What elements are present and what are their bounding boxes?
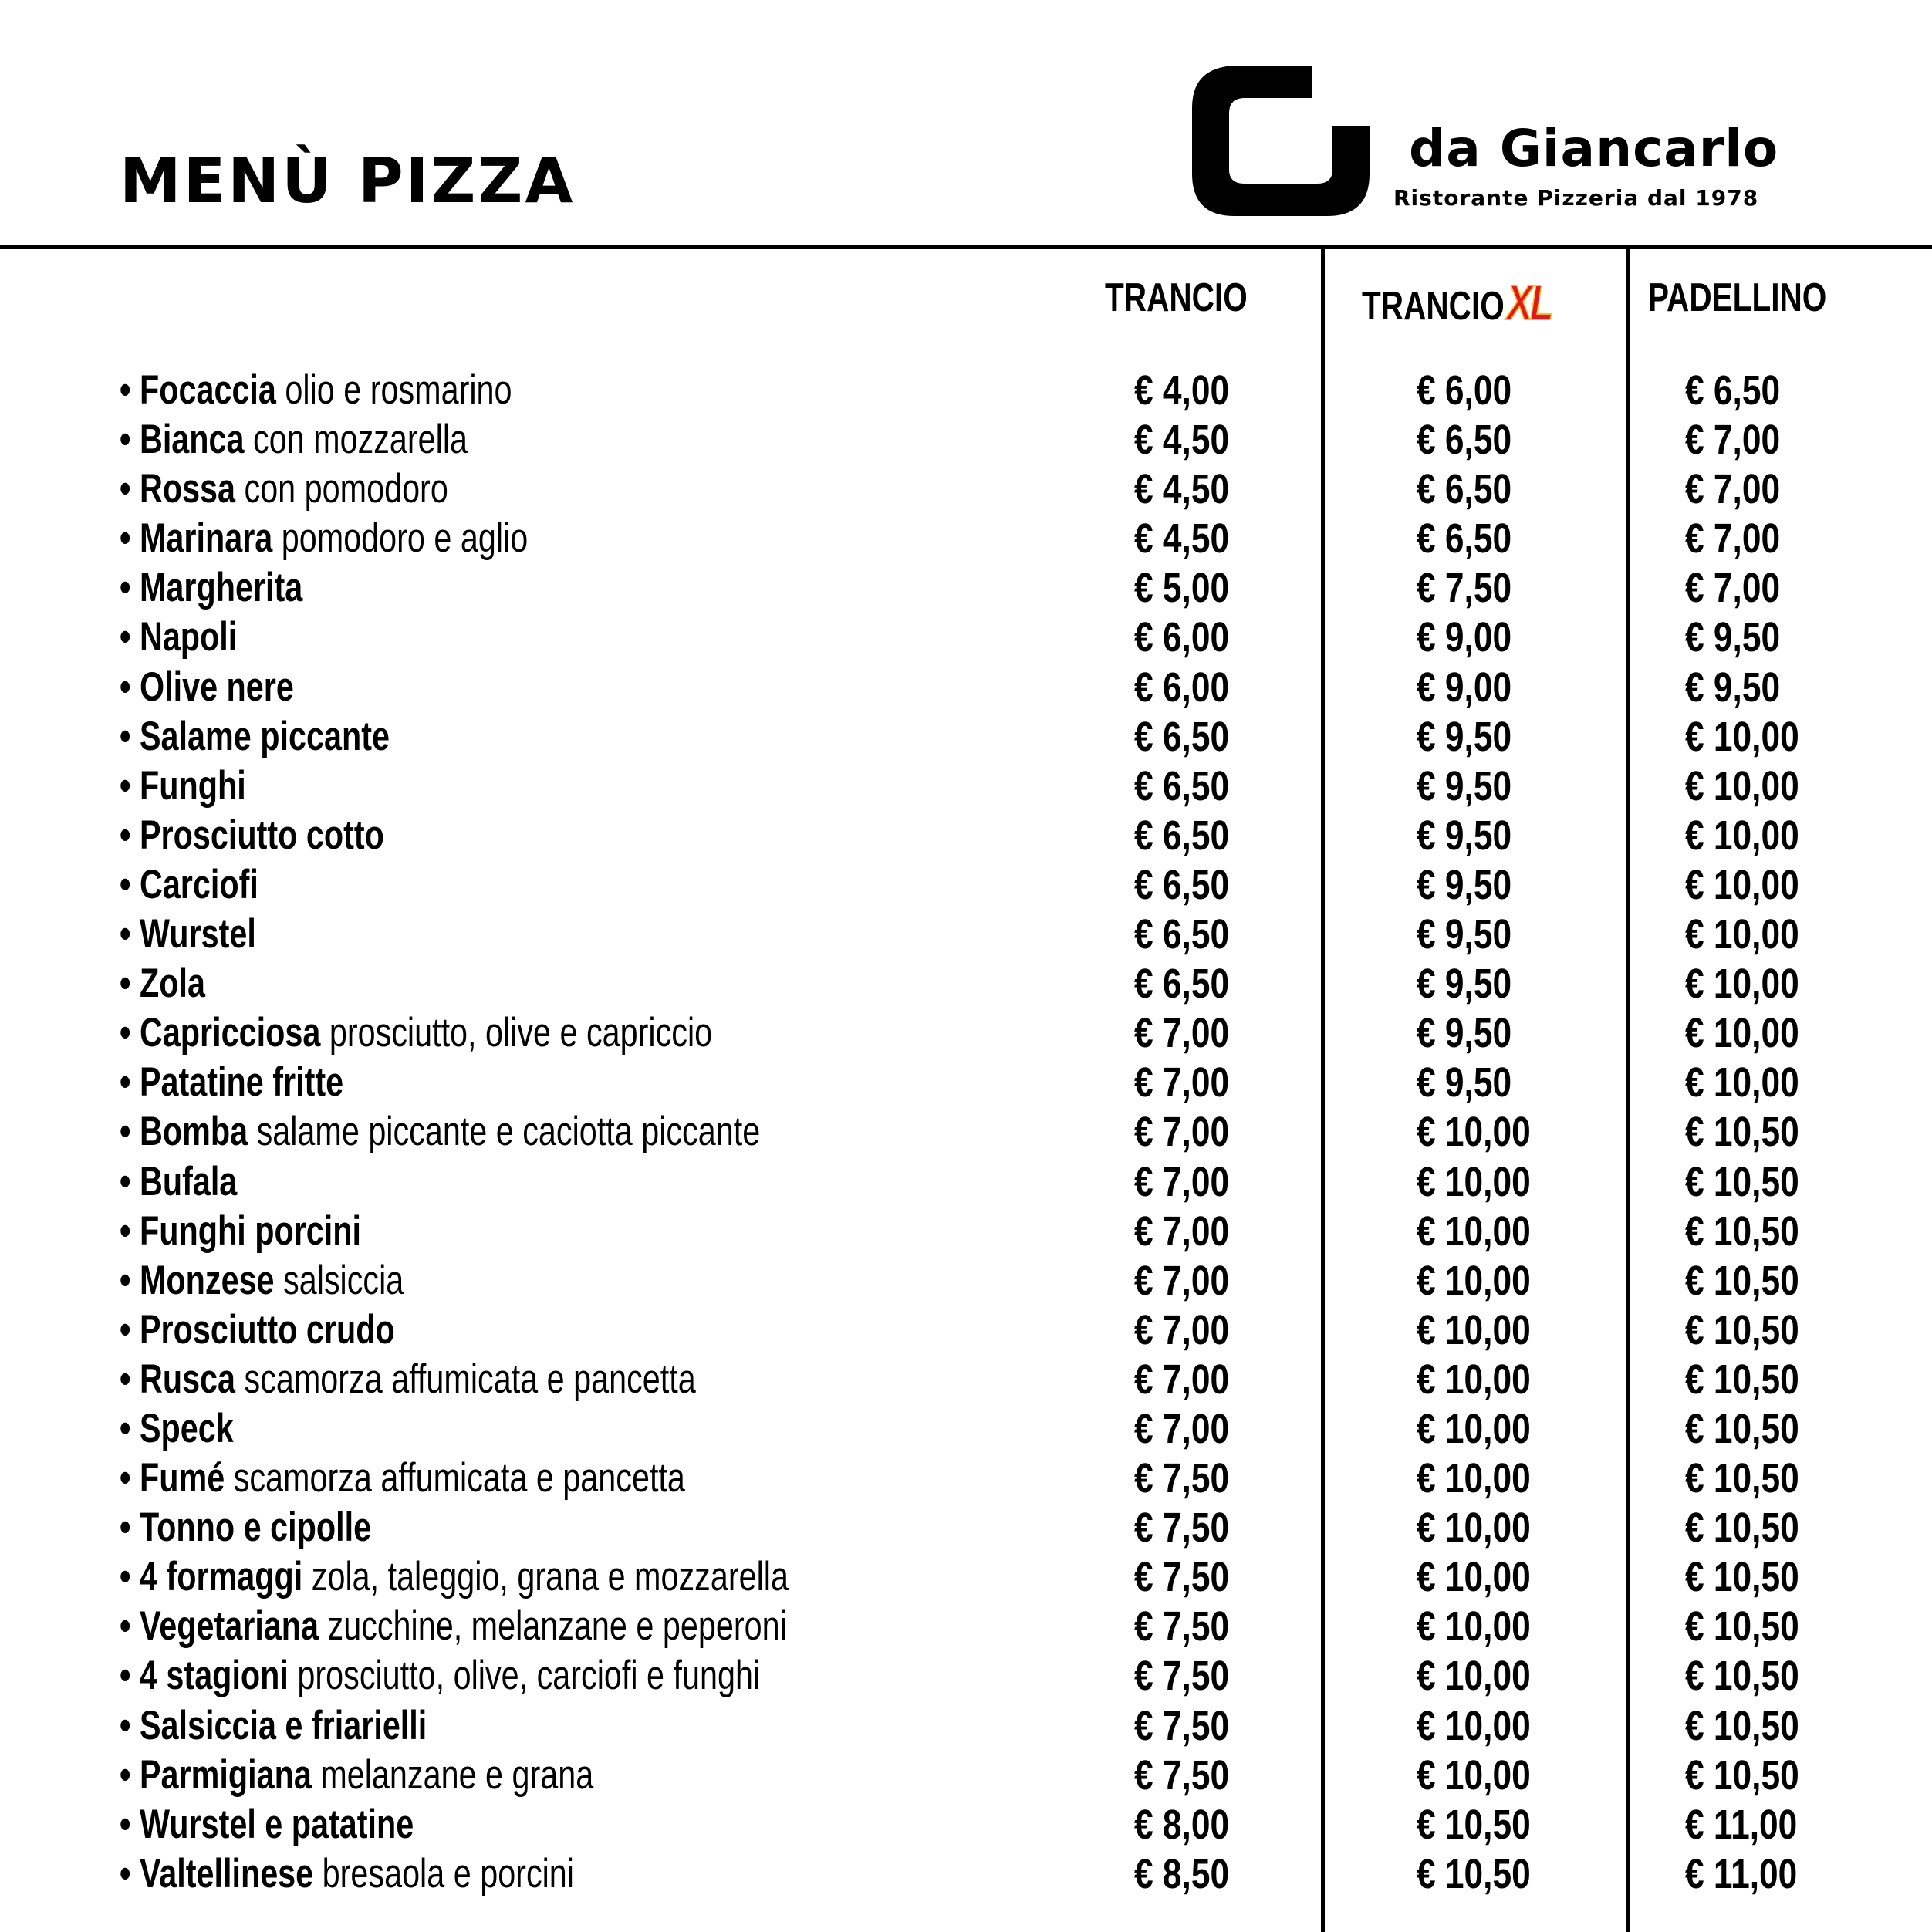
price-padellino: € 10,00 [1685,1010,1799,1057]
price-trancio-xl: € 9,50 [1417,861,1512,908]
bullet-icon: • [120,1554,140,1600]
price-padellino: € 10,50 [1685,1208,1799,1255]
price-trancio-xl: € 10,00 [1417,1158,1531,1205]
pizza-name: Margherita [139,565,303,611]
price-trancio-xl: € 6,50 [1417,466,1512,513]
price-padellino: € 10,00 [1685,713,1799,760]
pizza-name: Bianca [139,417,245,463]
price-trancio-xl: € 10,00 [1417,1208,1531,1255]
menu-item [120,1454,685,1503]
pizza-description: salsiccia [274,1257,404,1303]
pizza-name: Olive nere [139,664,294,710]
price-trancio: € 7,00 [1134,1405,1230,1452]
bullet-icon: • [120,1109,140,1155]
menu-item [120,415,468,464]
header-divider [0,245,1932,249]
price-padellino: € 10,50 [1685,1109,1799,1156]
bullet-icon: • [120,1208,140,1254]
price-trancio: € 4,50 [1134,417,1230,464]
price-padellino: € 10,50 [1685,1554,1799,1601]
price-padellino: € 10,50 [1685,1455,1799,1502]
price-trancio: € 7,00 [1134,1109,1230,1156]
pizza-name: Rossa [139,466,236,512]
price-padellino: € 10,50 [1685,1405,1799,1452]
price-trancio-xl: € 10,00 [1417,1554,1531,1601]
price-padellino: € 7,00 [1685,417,1781,464]
menu-item [120,959,205,1008]
price-padellino: € 10,00 [1685,1059,1799,1106]
menu-item [120,910,256,959]
menu-item [120,464,448,514]
menu-item [120,663,294,712]
price-padellino: € 10,50 [1685,1158,1799,1205]
price-trancio: € 6,50 [1134,713,1230,760]
column-header-trancio: TRANCIO [1105,275,1248,320]
pizza-name: Funghi porcini [139,1208,361,1254]
price-trancio: € 7,50 [1134,1455,1230,1502]
bullet-icon: • [120,1505,140,1551]
menu-item-row [0,1107,1932,1157]
price-trancio-xl: € 9,50 [1417,961,1512,1008]
bullet-icon: • [120,961,140,1007]
menu-item-row [0,1256,1932,1305]
price-trancio-xl: € 9,50 [1417,812,1512,859]
menu-item [120,1207,361,1256]
menu-item [120,1602,787,1651]
menu-item-row [0,1651,1932,1701]
price-trancio: € 7,00 [1134,1208,1230,1255]
price-trancio-xl: € 7,50 [1417,565,1512,612]
menu-item-row [0,1008,1932,1058]
price-trancio: € 6,50 [1134,961,1230,1008]
price-trancio-xl: € 10,00 [1417,1356,1531,1403]
price-padellino: € 10,50 [1685,1751,1799,1799]
bullet-icon: • [120,1405,140,1451]
pizza-name: Focaccia [139,367,276,413]
price-padellino: € 10,00 [1685,762,1799,809]
price-trancio: € 7,50 [1134,1751,1230,1799]
column-header-padellino: PADELLINO [1648,275,1827,320]
pizza-description: prosciutto, olive, carciofi e funghi [288,1653,761,1699]
menu-item-row [0,1157,1932,1207]
pizza-description: salame piccante e caciotta piccante [248,1109,761,1155]
pizza-name: Marinara [139,515,273,562]
menu-item-row [0,1602,1932,1651]
bullet-icon: • [120,466,140,512]
price-padellino: € 10,50 [1685,1653,1799,1700]
bullet-icon: • [120,1653,140,1699]
price-trancio: € 7,50 [1134,1653,1230,1700]
page-title: MENÙ PIZZA [120,145,576,217]
price-trancio-xl: € 9,50 [1417,911,1512,958]
menu-item [120,860,258,910]
price-trancio: € 7,00 [1134,1059,1230,1106]
pizza-description: scamorza affumicata e pancetta [225,1455,685,1501]
price-padellino: € 10,50 [1685,1603,1799,1650]
price-padellino: € 10,50 [1685,1257,1799,1304]
menu-item [120,712,390,762]
bullet-icon: • [120,911,140,958]
bullet-icon: • [120,1059,140,1106]
bullet-icon: • [120,1603,140,1650]
menu-item-row [0,910,1932,959]
pizza-name: Bufala [139,1158,238,1204]
price-trancio-xl: € 10,00 [1417,1109,1531,1156]
bullet-icon: • [120,515,140,562]
price-padellino: € 11,00 [1685,1850,1798,1897]
price-trancio: € 7,00 [1134,1306,1230,1353]
pizza-name: Tonno e cipolle [139,1505,372,1551]
price-trancio: € 5,00 [1134,565,1230,612]
price-trancio: € 6,00 [1134,664,1230,711]
menu-list [0,366,1932,1899]
menu-item-row [0,811,1932,860]
menu-item [120,1256,404,1305]
price-trancio: € 6,00 [1134,614,1230,661]
price-padellino: € 10,00 [1685,961,1799,1008]
menu-item [120,1651,760,1701]
bullet-icon: • [120,1850,140,1897]
menu-item [120,1503,371,1552]
pizza-description: con mozzarella [244,417,468,463]
price-trancio: € 7,50 [1134,1702,1230,1749]
bullet-icon: • [120,614,140,660]
bullet-icon: • [120,1356,140,1402]
pizza-name: Speck [139,1405,234,1451]
rounded-c-logo-icon [1192,66,1370,216]
pizza-description: zucchine, melanzane e peperoni [319,1603,787,1650]
menu-item-row [0,860,1932,910]
menu-item-row [0,1800,1932,1849]
price-trancio-xl: € 10,50 [1417,1850,1531,1897]
pizza-description: melanzane e grana [311,1751,594,1798]
price-trancio-xl: € 10,00 [1417,1751,1531,1799]
menu-item [120,762,246,811]
menu-item-row [0,762,1932,811]
pizza-name: Prosciutto cotto [139,812,384,858]
pizza-name: Carciofi [139,861,258,907]
price-trancio: € 6,50 [1134,762,1230,809]
menu-item-row [0,1305,1932,1355]
pizza-description: zola, taleggio, grana e mozzarella [302,1554,789,1600]
price-trancio-xl: € 10,00 [1417,1455,1531,1502]
price-trancio: € 6,50 [1134,911,1230,958]
pizza-name: Monzese [139,1257,275,1303]
price-padellino: € 10,00 [1685,911,1799,958]
price-trancio-xl: € 6,00 [1417,367,1512,414]
pizza-name: Prosciutto crudo [139,1306,395,1353]
pizza-name: Bomba [139,1109,248,1155]
menu-item-row [0,1552,1932,1602]
pizza-name: Wurstel e patatine [139,1801,414,1847]
menu-item [120,1058,343,1107]
price-trancio: € 7,50 [1134,1554,1230,1601]
price-padellino: € 7,00 [1685,466,1781,513]
price-trancio-xl: € 10,00 [1417,1405,1531,1452]
pizza-name: Fumé [139,1455,225,1501]
menu-item-row [0,1701,1932,1751]
price-trancio: € 6,50 [1134,861,1230,908]
price-trancio: € 4,00 [1134,367,1230,414]
pizza-description: scamorza affumicata e pancetta [235,1356,696,1402]
pizza-name: Salame piccante [139,713,390,759]
menu-item [120,1355,696,1404]
brand-name: da Giancarlo [1409,119,1779,178]
price-trancio: € 8,50 [1134,1850,1230,1897]
brand-tagline: Ristorante Pizzeria dal 1978 [1393,185,1759,211]
pizza-description: pomodoro e aglio [272,515,529,562]
bullet-icon: • [120,1158,140,1204]
price-padellino: € 9,50 [1685,614,1781,661]
menu-item-row [0,415,1932,464]
pizza-name: Parmigiana [139,1751,312,1798]
bullet-icon: • [120,1702,140,1748]
menu-item-row [0,1454,1932,1503]
menu-item [120,1107,760,1157]
price-trancio-xl: € 9,00 [1417,664,1512,711]
pizza-description: bresaola e porcini [313,1850,574,1897]
menu-item [120,1008,712,1058]
pizza-name: Napoli [139,614,238,660]
menu-item-row [0,613,1932,662]
menu-item [120,811,384,860]
menu-item [120,366,512,415]
menu-item [120,1305,395,1355]
pizza-description: con pomodoro [235,466,448,512]
price-padellino: € 11,00 [1685,1801,1798,1848]
price-trancio: € 6,50 [1134,812,1230,859]
pizza-name: Vegetariana [139,1603,319,1650]
price-padellino: € 6,50 [1685,367,1781,414]
pizza-description: olio e rosmarino [275,367,512,413]
price-trancio: € 8,00 [1134,1801,1230,1848]
menu-item-row [0,1058,1932,1107]
price-trancio-xl: € 9,50 [1417,762,1512,809]
price-trancio: € 7,00 [1134,1010,1230,1057]
price-padellino: € 10,00 [1685,812,1799,859]
menu-item [120,1552,789,1602]
pizza-name: 4 stagioni [139,1653,289,1699]
bullet-icon: • [120,1801,140,1847]
menu-item-row [0,1751,1932,1800]
price-trancio-xl: € 10,00 [1417,1257,1531,1304]
price-trancio: € 7,00 [1134,1158,1230,1205]
price-padellino: € 10,50 [1685,1356,1799,1403]
price-padellino: € 10,50 [1685,1306,1799,1353]
menu-item-row [0,1207,1932,1256]
menu-item-row [0,1355,1932,1404]
bullet-icon: • [120,762,140,809]
menu-item-row [0,1849,1932,1899]
bullet-icon: • [120,812,140,858]
price-trancio-xl: € 10,00 [1417,1505,1531,1552]
bullet-icon: • [120,565,140,611]
column-header-trancio-xl [1362,275,1552,330]
price-padellino: € 10,50 [1685,1505,1799,1552]
menu-item-row [0,464,1932,514]
pizza-name: Patatine fritte [139,1059,344,1106]
column-header-trancio-xl-label: TRANCIO [1362,284,1505,329]
price-trancio-xl: € 9,00 [1417,614,1512,661]
pizza-name: Capricciosa [139,1010,321,1056]
bullet-icon: • [120,664,140,710]
bullet-icon: • [120,713,140,759]
bullet-icon: • [120,1257,140,1303]
bullet-icon: • [120,1306,140,1353]
menu-item [120,1800,414,1849]
bullet-icon: • [120,417,140,463]
pizza-name: Funghi [139,762,246,809]
pizza-name: Rusca [139,1356,236,1402]
xl-badge: XL [1506,275,1552,330]
pizza-name: Valtellinese [139,1850,314,1897]
menu-item-row [0,712,1932,762]
menu-item [120,1701,427,1751]
price-trancio-xl: € 10,50 [1417,1801,1531,1848]
price-trancio: € 7,50 [1134,1505,1230,1552]
pizza-name: 4 formaggi [139,1554,303,1600]
pizza-name: Wurstel [139,911,256,958]
price-padellino: € 7,00 [1685,565,1781,612]
pizza-name: Salsiccia e friarielli [139,1702,427,1748]
price-trancio: € 4,50 [1134,515,1230,562]
price-trancio-xl: € 9,50 [1417,1059,1512,1106]
price-padellino: € 10,00 [1685,861,1799,908]
price-trancio-xl: € 10,00 [1417,1306,1531,1353]
menu-item-row [0,1404,1932,1454]
menu-item [120,613,237,662]
price-trancio: € 4,50 [1134,466,1230,513]
price-trancio-xl: € 6,50 [1417,417,1512,464]
price-trancio: € 7,00 [1134,1356,1230,1403]
price-padellino: € 7,00 [1685,515,1781,562]
menu-item-row [0,366,1932,415]
price-padellino: € 9,50 [1685,664,1781,711]
menu-item-row [0,663,1932,712]
menu-item [120,1157,237,1207]
pizza-description: prosciutto, olive e capriccio [320,1010,713,1056]
menu-item-row [0,959,1932,1008]
bullet-icon: • [120,1010,140,1056]
bullet-icon: • [120,1455,140,1501]
price-padellino: € 10,50 [1685,1702,1799,1749]
price-trancio: € 7,50 [1134,1603,1230,1650]
menu-item-row [0,1503,1932,1552]
menu-item [120,1404,234,1454]
bullet-icon: • [120,1751,140,1798]
menu-item [120,514,528,563]
menu-item [120,1849,574,1899]
price-trancio-xl: € 10,00 [1417,1653,1531,1700]
price-trancio-xl: € 10,00 [1417,1603,1531,1650]
menu-item [120,563,302,613]
bullet-icon: • [120,861,140,907]
menu-item-row [0,514,1932,563]
pizza-name: Zola [139,961,205,1007]
price-trancio-xl: € 9,50 [1417,1010,1512,1057]
menu-item-row [0,563,1932,613]
price-trancio-xl: € 6,50 [1417,515,1512,562]
bullet-icon: • [120,367,140,413]
price-trancio-xl: € 10,00 [1417,1702,1531,1749]
price-trancio-xl: € 9,50 [1417,713,1512,760]
price-trancio: € 7,00 [1134,1257,1230,1304]
menu-item [120,1751,593,1800]
